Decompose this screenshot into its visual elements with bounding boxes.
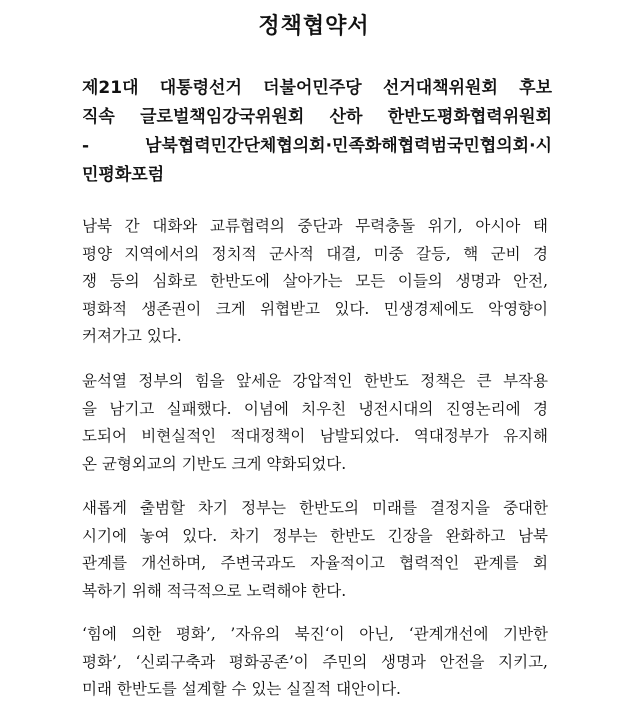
paragraph-line: 을 남기고 실패했다. 이념에 치우친 냉전시대의 진영논리에 경 (82, 399, 548, 418)
paragraph-line: 시기에 놓여 있다. 차기 정부는 한반도 긴장을 완화하고 남북 (82, 526, 548, 545)
paragraph-line: 미래 한반도를 설계할 수 있는 실질적 대안이다. (82, 680, 401, 698)
paragraph-line: 도되어 비현실적인 적대정책이 남발되었다. 역대정부가 유지해 (82, 427, 548, 445)
subtitle-line: - 남북협력민간단체협의회·민족화해협력범국민협의회·시 (82, 136, 552, 156)
paragraph-line: 윤석열 정부의 힘을 앞세운 강압적인 한반도 정책은 큰 부작용 (82, 372, 548, 390)
paragraph-4 (82, 621, 548, 704)
paragraph-2 (82, 368, 548, 478)
paragraph-line: 쟁 등의 심화로 한반도에 살아가는 모든 이들의 생명과 안전, (82, 272, 548, 290)
paragraph-line: 관계를 개선하며, 주변국과도 자율적이고 협력적인 관계를 회 (82, 554, 548, 572)
paragraph-line: 남북 간 대화와 교류협력의 중단과 무력충돌 위기, 아시아 태 (82, 217, 548, 235)
paragraph-line: 평화’, ‘신뢰구축과 평화공존’이 주민의 생명과 안전을 지키고, (82, 652, 548, 671)
subtitle-line: 제21대 대통령선거 더불어민주당 선거대책위원회 후보 (82, 78, 552, 98)
paragraph-line: 커져가고 있다. (82, 327, 182, 345)
paragraph-line: 복하기 위해 적극적으로 노력해야 한다. (82, 581, 347, 600)
document-title: 정책협약서 (258, 14, 370, 39)
paragraph-3 (82, 495, 548, 605)
document-subtitle (82, 74, 552, 190)
subtitle-line: 민평화포럼 (82, 165, 165, 185)
paragraph-line: ‘힘에 의한 평화’, ’자유의 북진‘이 아닌, ‘관계개선에 기반한 (82, 625, 548, 643)
paragraph-1 (82, 213, 548, 351)
paragraph-line: 평양 지역에서의 정치적 군사적 대결, 미중 갈등, 핵 군비 경 (82, 244, 548, 263)
paragraph-line: 새롭게 출범할 차기 정부는 한반도의 미래를 결정지을 중대한 (82, 499, 548, 517)
paragraph-line: 온 균형외교의 기반도 크게 약화되었다. (82, 454, 347, 473)
paragraph-line: 평화적 생존권이 크게 위협받고 있다. 민생경제에도 악영향이 (82, 299, 548, 318)
subtitle-line: 직속 글로벌책임강국위원회 산하 한반도평화협력위원회 (82, 107, 552, 127)
